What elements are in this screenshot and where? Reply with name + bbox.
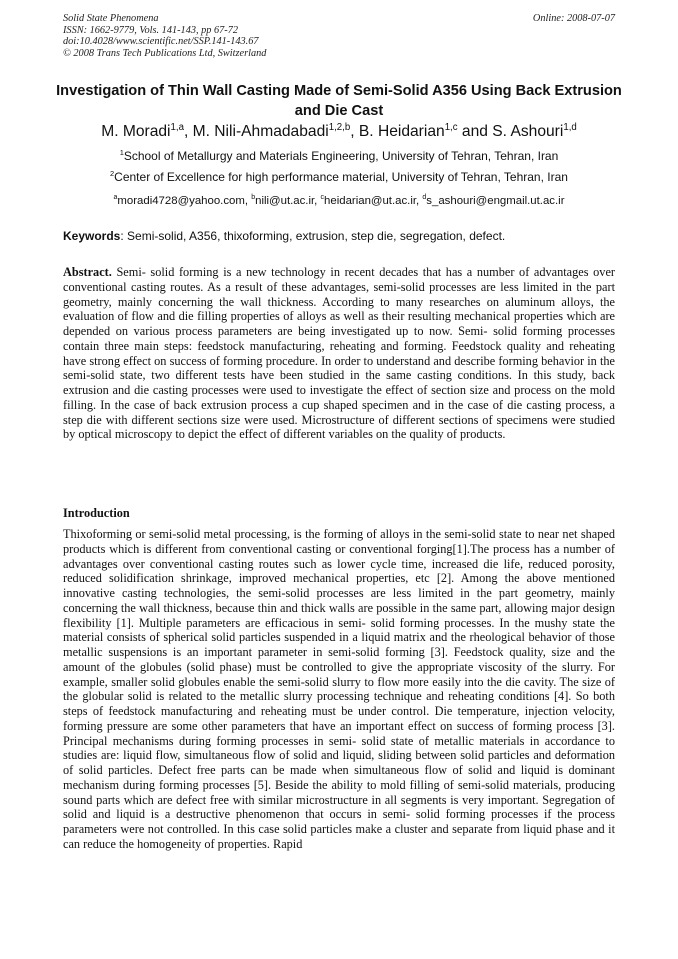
author: M. Moradi$^{1,a}$ [101, 121, 184, 140]
email-link[interactable]: $^b$nili@ut.ac.ir [251, 194, 315, 207]
abstract-label: Abstract. [63, 265, 112, 279]
abstract [63, 265, 615, 442]
keywords-text: : Semi-solid, A356, thixoforming, extrusion, step die, segregation, defect. [120, 229, 506, 243]
affiliation-2: $^2$Center of Excellence for high performance material, University of Tehran, Tehran, Iran [110, 169, 568, 184]
keywords-label: Keywords [63, 229, 121, 243]
email-list: $^a$moradi4728@yahoo.com, $^b$nili@ut.ac.ir, $^c$heidarian@ut.ac.ir, $^d$s_ashouri@engmail.ut.ac.ir [113, 194, 565, 207]
journal-name: Solid State Phenomena [63, 13, 159, 24]
author: B. Heidarian$^{1,c}$ [358, 121, 458, 140]
journal-copyright: © 2008 Trans Tech Publications Ltd, Switzerland [63, 47, 267, 59]
email-link[interactable]: $^a$moradi4728@yahoo.com [113, 194, 245, 207]
email-link[interactable]: $^d$s_ashouri@engmail.ut.ac.ir [422, 194, 565, 207]
journal-issn: ISSN: 1662-9779, Vols. 141-143, pp 67-72 [63, 24, 239, 36]
author-list: M. Moradi$^{1,a}$, M. Nili-Ahmadabadi$^{1,2,b}$, B. Heidarian$^{1,c}$ and S. Ashouri$^{1,d}$ [101, 121, 577, 140]
abstract-text: Semi- solid forming is a new technology in recent decades that has a number of advantages over conventional casting routes. As a result of these advantages, semi-solid processes are less limited in the part geometry, mainly concerning the wall thickness. According to many researches on aluminum alloys, the evaluation of flow and die filling properties of alloys as well as their resulting mechanical properties which are depended on various process parameters are being investigated up to now. Semi- solid forming processes contain three main steps: feedstock manufacturing, reheating and forming. Feedstock quality and reheating have strong effect on success of forming procedure. In order to understand and describe forming behavior in the semi-solid state, two different tests have been studied in the same casting conditions. In this study, back extrusion and die casting processes were used to investigate the effect of section size and process on the mold filling. In the case of back extrusion process a cup shaped specimen and in the case of die casting process, a step die with different sections size were used. Microstructure of different sections of specimens were studied by optical microscopy to depict the effect of different variables on the quality of products. [63, 265, 615, 442]
author: M. Nili-Ahmadabadi$^{1,2,b}$ [192, 121, 351, 140]
introduction-text: Thixoforming or semi-solid metal processing, is the forming of alloys in the semi-solid state to near net shaped products which is different from conventional casting or conventional forging[1].The process has a number of advantages over conventional casting routes such as lower cycle time, increased die life, reduced porosity, reduced solidification shrinkage, improved mechanical properties, etc [2]. Among the above mentioned innovative casting technologies, the semi-solid processes are less limited in the part geometry, mainly concerning the wall thickness, because thin and thick walls are possible in the same part, allowing major design flexibility [1]. Multiple parameters are efficacious in semi- solid forming processes. In the mushy state the material consists of spherical solid particles suspended in a liquid matrix and the rheological behavior of those metallic suspensions is an important parameter in semi-solid forming [3]. Feedstock quality, size and the amount of the globules (solid phase) must be controlled to give the appropriate viscosity of the slurry. For example, smaller solid globules enable the semi-solid slurry to flow more easily into the die cavity. The size of the globular solid is related to the metallic slurry processing technique and reheating conditions [4]. So both steps of feedstock manufacturing and reheating must be under control. Die temperature, injection velocity, forming pressure are some other parameters that have an important effect on success of forming process [3]. Principal mechanisms during forming processes in semi- solid state of metallic materials in accordance to studies are: liquid flow, simultaneous flow of solid and liquid, sliding between solid particles and deformation of solid particles. Defect free parts can be made when simultaneous flow of solid and liquid is dominant mechanism during forming processes [5]. Beside the ability to mold filling of semi-solid materials, producing sound parts which are defect free with similar microstructure in all segments is very important. Segregation of solid and liquid is a destructive phenomenon that occurs in semi- solid forming processes if the process parameters were not controlled. In this case solid particles make a cluster and separate from liquid phase and it can reduce the homogeneity of properties. Rapid [63, 527, 615, 851]
journal-doi: doi:10.4028/www.scientific.net/SSP.141-143.67 [63, 36, 259, 48]
affiliation-1: $^1$School of Metallurgy and Materials Engineering, University of Tehran, Tehran, Iran [119, 148, 559, 163]
journal-header [63, 13, 423, 59]
paper-title: Investigation of Thin Wall Casting Made of Semi-Solid A356 Using Back Extrusion and Die Cast [56, 83, 622, 119]
online-date: Online: 2008-07-07 [532, 13, 615, 24]
author: S. Ashouri$^{1,d}$ [492, 121, 577, 140]
section-heading: Introduction [63, 506, 130, 520]
keywords [63, 228, 623, 244]
email-link[interactable]: $^c$heidarian@ut.ac.ir [320, 194, 417, 207]
